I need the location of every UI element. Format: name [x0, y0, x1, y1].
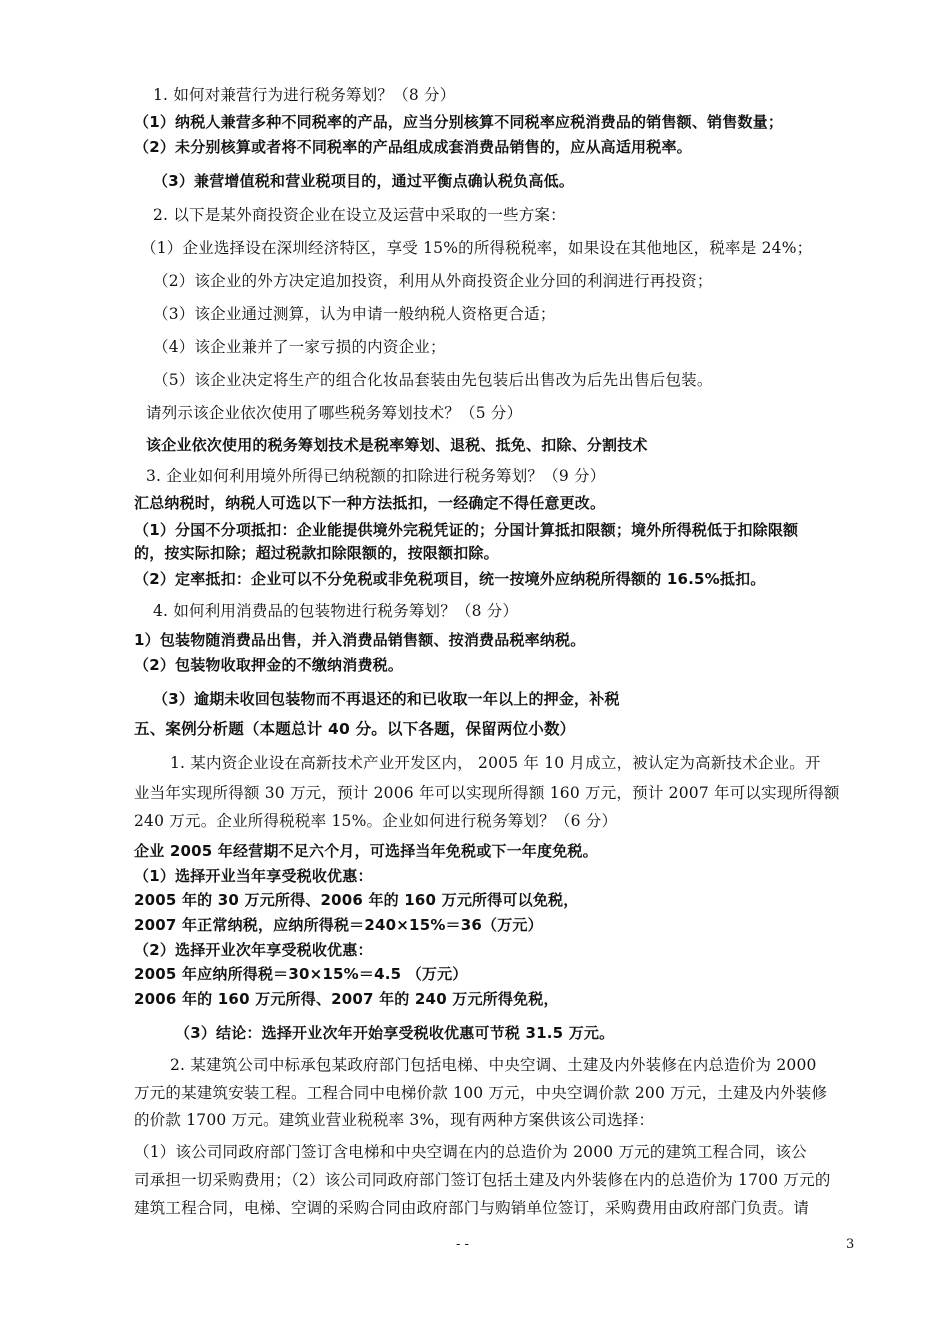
- text-line: 司承担一切采购费用；（2）该公司同政府部门签订包括土建及内外装修在内的总造价为 1700 万元的: [134, 1171, 831, 1189]
- question-2: 2. 以下是某外商投资企业在设立及运营中采取的一些方案：: [153, 206, 566, 224]
- answer-line: （2）包装物收取押金的不缴纳消费税。: [134, 656, 404, 674]
- text-line: （1）企业选择设在深圳经济特区，享受 15%的所得税税率，如果设在其他地区，税率是 24%；: [141, 239, 813, 257]
- answer-line: （3）逾期未收回包装物而不再退还的和已收取一年以上的押金，补税: [153, 690, 620, 708]
- question-1: 1. 如何对兼营行为进行税务筹划？（8 分）: [153, 86, 456, 104]
- question-4: 4. 如何利用消费品的包装物进行税务筹划？（8 分）: [153, 602, 519, 620]
- answer-line: （2）定率抵扣：企业可以不分免税或非免税项目，统一按境外应纳税所得额的 16.5%抵扣。: [134, 570, 766, 588]
- answer-line: 2005 年的 30 万元所得、2006 年的 160 万元所得可以免税，: [134, 891, 579, 909]
- answer-line: （1）分国不分项抵扣：企业能提供境外完税凭证的；分国计算抵扣限额；境外所得税低于扣除限额: [134, 521, 799, 539]
- question-3: 3. 企业如何利用境外所得已纳税额的扣除进行税务筹划？（9 分）: [146, 467, 606, 485]
- answer-line: （1）纳税人兼营多种不同税率的产品，应当分别核算不同税率应税消费品的销售额、销售数量；: [134, 113, 784, 131]
- text-line: 请列示该企业依次使用了哪些税务筹划技术？（5 分）: [146, 404, 523, 422]
- answer-line: 2007 年正常纳税，应纳所得税＝240×15%＝36（万元）: [134, 916, 543, 934]
- text-line: 万元的某建筑安装工程。工程合同中电梯价款 100 万元，中央空调价款 200 万元，土建及内外装修: [134, 1084, 828, 1102]
- case-1: 1. 某内资企业设在高新技术产业开发区内， 2005 年 10 月成立，被认定为高新技术企业。开: [170, 754, 821, 772]
- text-line: （1）该公司同政府部门签订含电梯和中央空调在内的总造价为 2000 万元的建筑工程合同，该公: [134, 1143, 807, 1161]
- footer-mark: - -: [456, 1237, 469, 1252]
- case-2: 2. 某建筑公司中标承包某政府部门包括电梯、中央空调、土建及内外装修在内总造价为 2000: [170, 1056, 817, 1074]
- text-line: （2）该企业的外方决定追加投资，利用从外商投资企业分回的利润进行再投资；: [153, 272, 713, 290]
- answer-line: 的，按实际扣除；超过税款扣除限额的，按限额扣除。: [134, 544, 499, 562]
- answer-line: （3）结论：选择开业次年开始享受税收优惠可节税 31.5 万元。: [175, 1024, 615, 1042]
- answer-line: 2006 年的 160 万元所得、2007 年的 240 万元所得免税，: [134, 990, 559, 1008]
- answer-line: 企业 2005 年经营期不足六个月，可选择当年免税或下一年度免税。: [134, 842, 598, 860]
- text-line: 建筑工程合同，电梯、空调的采购合同由政府部门与购销单位签订，采购费用由政府部门负责。请: [134, 1199, 810, 1217]
- answer-line: 2005 年应纳所得税＝30×15%＝4.5 （万元）: [134, 965, 468, 983]
- answer-line: 汇总纳税时，纳税人可选以下一种方法抵扣，一经确定不得任意更改。: [134, 494, 606, 512]
- answer-line: 1）包装物随消费品出售，并入消费品销售额、按消费品税率纳税。: [134, 631, 586, 649]
- answer-line: （1）选择开业当年享受税收优惠：: [134, 867, 373, 885]
- answer-line: （2）选择开业次年享受税收优惠：: [134, 941, 373, 959]
- text-line: （5）该企业决定将生产的组合化妆品套装由先包装后出售改为后先出售后包装。: [153, 371, 713, 389]
- page-number: 3: [846, 1237, 855, 1252]
- text-line: 的价款 1700 万元。建筑业营业税税率 3%，现有两种方案供该公司选择：: [134, 1111, 655, 1129]
- text-line: 业当年实现所得额 30 万元，预计 2006 年可以实现所得额 160 万元，预计 2007 年可以实现所得额: [134, 784, 840, 802]
- answer-line: 该企业依次使用的税务筹划技术是税率筹划、退税、抵免、扣除、分割技术: [146, 436, 648, 454]
- text-line: （3）该企业通过测算，认为申请一般纳税人资格更合适；: [153, 305, 556, 323]
- section-heading: 五、案例分析题（本题总计 40 分。以下各题，保留两位小数）: [134, 720, 576, 738]
- text-line: 240 万元。企业所得税税率 15%。企业如何进行税务筹划？（6 分）: [134, 812, 618, 830]
- answer-line: （3）兼营增值税和营业税项目的，通过平衡点确认税负高低。: [153, 172, 575, 190]
- text-line: （4）该企业兼并了一家亏损的内资企业；: [153, 338, 446, 356]
- answer-line: （2）未分别核算或者将不同税率的产品组成成套消费品销售的，应从高适用税率。: [134, 138, 692, 156]
